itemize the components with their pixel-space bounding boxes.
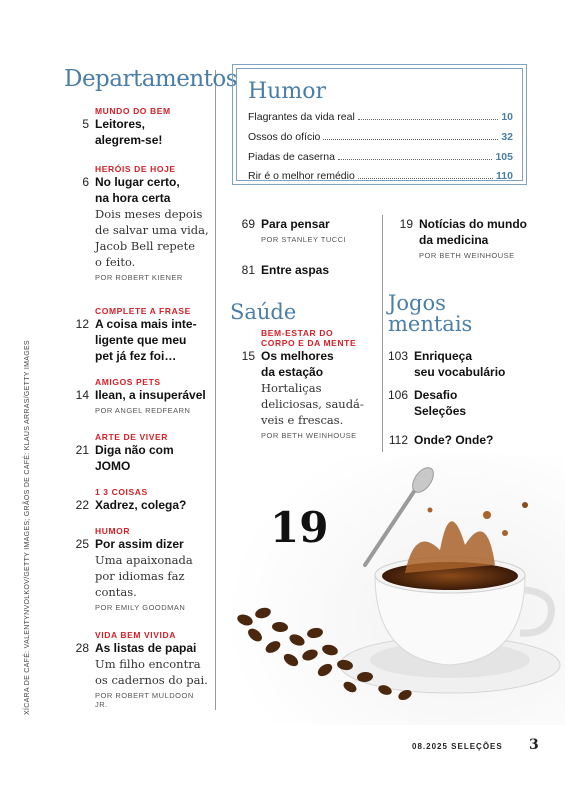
- toc-entry[interactable]: [230, 216, 378, 244]
- humor-item-label: Rir é o melhor remédio: [248, 170, 355, 182]
- page-number: 5: [82, 117, 89, 131]
- dept-description: Jacob Bell repete: [95, 239, 196, 253]
- humor-title: Humor: [248, 79, 326, 104]
- dept-entry[interactable]: [64, 432, 209, 474]
- page-number: 81: [241, 263, 255, 277]
- dept-description: Um filho encontra: [95, 657, 201, 671]
- page-number: 69: [241, 217, 255, 231]
- jogos-title: Jogos: [388, 291, 446, 315]
- page-number: 21: [75, 443, 89, 457]
- column-divider: [215, 70, 216, 710]
- saude-title: Saúde: [230, 300, 297, 324]
- dept-headline: ligente que meu: [95, 333, 187, 347]
- entry-headline: Os melhores: [261, 349, 334, 363]
- page-number: 6: [82, 175, 89, 189]
- humor-item-label: Ossos do ofício: [248, 131, 321, 143]
- entry-headline: Notícias do mundo: [419, 217, 527, 231]
- humor-item[interactable]: [248, 151, 513, 163]
- dept-entry[interactable]: [64, 377, 209, 415]
- entry-description: Hortaliças: [261, 381, 322, 395]
- dept-headline: JOMO: [95, 459, 131, 473]
- page-number: 15: [241, 349, 255, 363]
- dept-category: ARTE DE VIVER: [95, 432, 168, 442]
- jogos-title: mentais: [388, 312, 473, 336]
- toc-entry[interactable]: [230, 262, 378, 278]
- coffee-cup-illustration: [225, 455, 565, 725]
- dept-headline: Ilean, a insuperável: [95, 388, 206, 402]
- page-number: 106: [388, 388, 409, 402]
- dept-headline: No lugar certo,: [95, 175, 180, 189]
- page-number: 25: [75, 537, 89, 551]
- entry-headline: Para pensar: [261, 217, 330, 231]
- dept-category: AMIGOS PETS: [95, 377, 161, 387]
- dept-headline: Leitores,: [95, 117, 146, 131]
- dept-entry[interactable]: [64, 487, 209, 513]
- page-number: 112: [388, 433, 408, 447]
- dept-headline: Diga não com: [95, 443, 174, 457]
- toc-entry[interactable]: [388, 216, 533, 260]
- dept-category: MUNDO DO BEM: [95, 106, 171, 116]
- dept-description: Uma apaixonada: [95, 553, 193, 567]
- leader-dots: [358, 171, 493, 179]
- page-number: 19: [399, 217, 413, 231]
- dept-description: os cadernos do pai.: [95, 673, 208, 687]
- dept-entry[interactable]: [64, 630, 209, 709]
- dept-category: 1 3 COISAS: [95, 487, 148, 497]
- humor-box: [232, 64, 527, 185]
- dept-headline: alegrem-se!: [95, 133, 163, 147]
- dept-description: o feito.: [95, 255, 136, 269]
- toc-entry[interactable]: [388, 432, 533, 448]
- column-divider: [382, 215, 383, 452]
- dept-description: Dois meses depois: [95, 207, 203, 221]
- humor-item-page: 105: [495, 151, 513, 163]
- toc-entry[interactable]: [388, 387, 533, 419]
- leader-dots: [323, 132, 498, 140]
- page-number: 103: [388, 349, 409, 363]
- footer-issue: 08.2025 SELEÇÕES: [412, 742, 503, 751]
- humor-item-page: 32: [501, 131, 513, 143]
- entry-headline: da estação: [261, 365, 324, 379]
- dept-category: COMPLETE A FRASE: [95, 306, 191, 316]
- humor-item[interactable]: [248, 111, 513, 123]
- dept-entry[interactable]: [64, 526, 209, 612]
- byline: POR BETH WEINHOUSE: [419, 251, 515, 260]
- feature-page-number: 19: [270, 503, 329, 552]
- entry-headline: Seleções: [414, 404, 467, 418]
- dept-description: de salvar uma vida,: [95, 223, 209, 237]
- humor-item[interactable]: [248, 131, 513, 143]
- humor-item-page: 110: [496, 170, 513, 182]
- departamentos-title: Departamentos: [64, 66, 238, 92]
- dept-headline: A coisa mais inte-: [95, 317, 197, 331]
- humor-item[interactable]: [248, 170, 513, 182]
- entry-headline: Enriqueça: [414, 349, 473, 363]
- entry-headline: seu vocabulário: [414, 365, 506, 379]
- leader-dots: [358, 112, 499, 120]
- leader-dots: [338, 152, 492, 160]
- humor-item-label: Flagrantes da vida real: [248, 111, 355, 123]
- entry-headline: da medicina: [419, 233, 489, 247]
- dept-category: HERÓIS DE HOJE: [95, 164, 176, 174]
- saude-section: [230, 302, 378, 323]
- jogos-section: [388, 293, 533, 335]
- humor-item-page: 10: [501, 111, 513, 123]
- toc-entry[interactable]: [230, 328, 378, 440]
- dept-headline: Por assim dizer: [95, 537, 184, 551]
- page-number: 14: [75, 388, 89, 402]
- dept-description: contas.: [95, 585, 137, 599]
- saude-category: CORPO E DA MENTE: [261, 338, 357, 348]
- page-number: 12: [75, 317, 89, 331]
- dept-category: VIDA BEM VIVIDA: [95, 630, 176, 640]
- dept-entry[interactable]: [64, 306, 209, 364]
- dept-headline: As listas de papai: [95, 641, 197, 655]
- byline: POR ANGEL REDFEARN: [95, 406, 191, 415]
- entry-description: veis e frescas.: [261, 413, 344, 427]
- dept-description: por idiomas faz: [95, 569, 185, 583]
- entry-headline: Onde? Onde?: [414, 433, 494, 447]
- photo-credit: XÍCARA DE CAFÉ: VALENTYNVOLKOV/GETTY IMAGES; GRÃOS DE CAFÉ: KLAUS ARRAS/GETTY IMAGES: [24, 340, 31, 715]
- dept-headline: na hora certa: [95, 191, 171, 205]
- dept-category: HUMOR: [95, 526, 131, 536]
- page-number: 22: [75, 498, 89, 512]
- dept-entry[interactable]: [64, 106, 209, 148]
- page-folio: 3: [529, 737, 539, 753]
- page-number: 28: [75, 641, 89, 655]
- entry-description: deliciosas, saudá-: [261, 397, 364, 411]
- saude-category: BEM-ESTAR DO: [261, 328, 334, 338]
- byline: POR EMILY GOODMAN: [95, 603, 186, 612]
- humor-item-label: Piadas de caserna: [248, 151, 335, 163]
- byline: POR ROBERT MULDOON JR.: [95, 691, 194, 709]
- dept-entry[interactable]: [64, 164, 209, 282]
- toc-entry[interactable]: [388, 348, 533, 380]
- byline: POR BETH WEINHOUSE: [261, 431, 357, 440]
- dept-headline: Xadrez, colega?: [95, 498, 187, 512]
- dept-headline: pet já fez foi…: [95, 349, 177, 363]
- entry-headline: Desafio: [414, 388, 458, 402]
- entry-headline: Entre aspas: [261, 263, 330, 277]
- byline: POR STANLEY TUCCI: [261, 235, 347, 244]
- byline: POR ROBERT KIENER: [95, 273, 183, 282]
